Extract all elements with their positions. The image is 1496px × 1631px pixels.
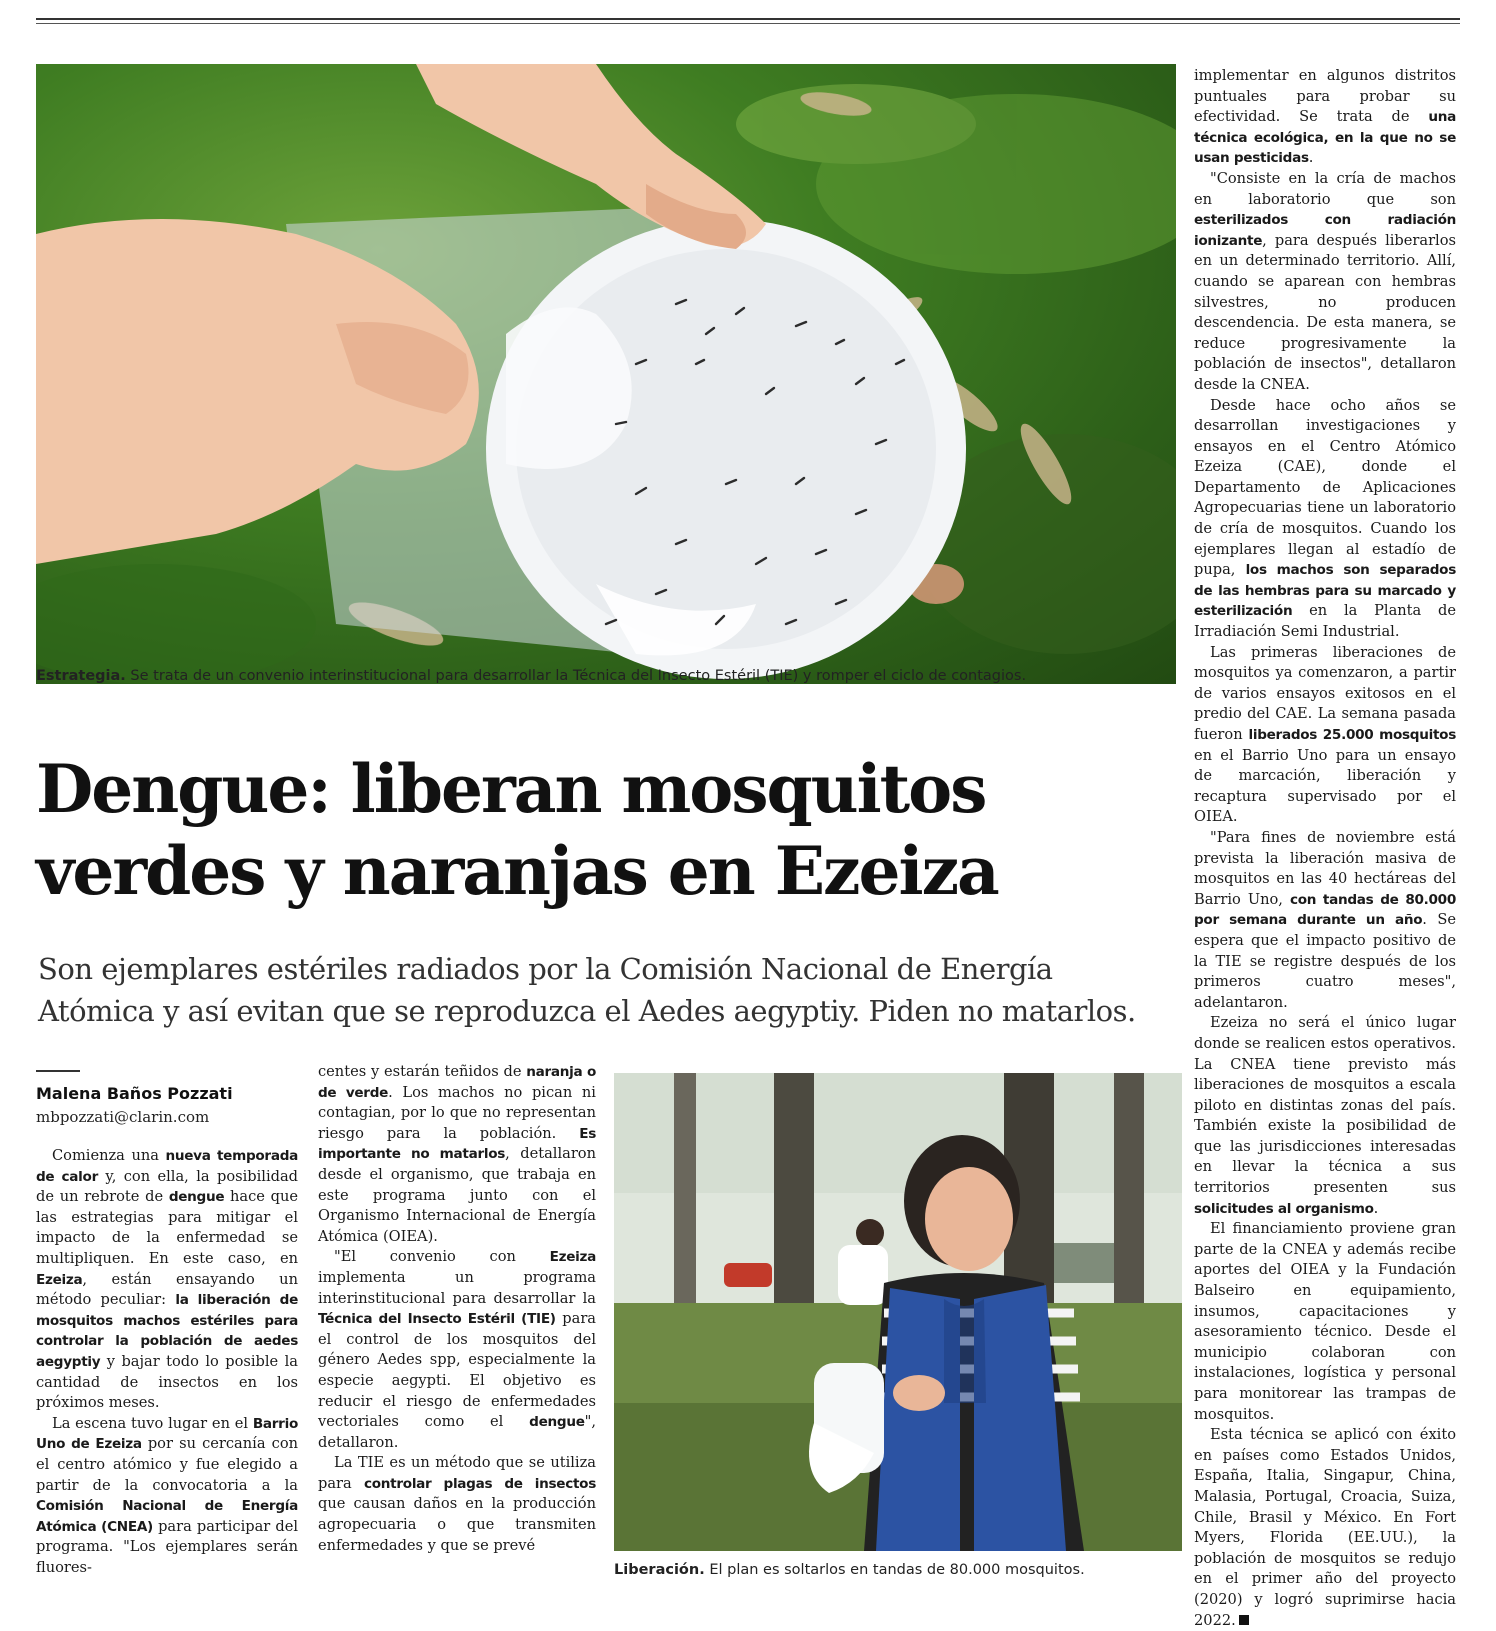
text-run: Las primeras liberaciones de mosquitos ya comenzaron, a partir de varios ensayos exitosos en el predio del CAE. La semana pasada fueron [1194, 643, 1456, 743]
paragraph [36, 1414, 298, 1579]
bold-text-run: naranja o de verde [318, 1064, 596, 1101]
main-photo [36, 64, 1176, 684]
second-photo-caption [614, 1562, 1085, 1578]
second-photo-caption-text: El plan es soltarlos en tandas de 80.000 mosquitos. [704, 1562, 1085, 1578]
text-run: hace que las estrategias para mitigar el impacto de la enfermedad se multipliquen. En este caso, en [36, 1188, 298, 1267]
text-run: , detallaron desde el organismo, que trabaja en este programa junto con el Organismo Internacional de Energía Atómica (OIEA). [318, 1145, 596, 1245]
paragraph [1194, 1013, 1456, 1219]
text-run: La escena tuvo lugar en el [52, 1414, 253, 1432]
paragraph [318, 1247, 596, 1453]
paragraph [36, 1146, 298, 1414]
subheadline-line-2: Atómica y así evitan que se reproduzca el Aedes aegyptiy. Piden no matarlos. [38, 994, 1136, 1028]
text-run: La TIE es un método que se utiliza para [318, 1454, 596, 1492]
text-run: . [1373, 1199, 1379, 1217]
text-run: que causan daños en la producción agropecuaria o que transmiten enfermedades y que se prevé [318, 1495, 596, 1554]
bold-text-run: los machos son separados de las hembras para su marcado y esterilización [1194, 562, 1457, 620]
bold-text-run: liberados 25.000 mosquitos [1248, 727, 1456, 743]
headline-line-1: Dengue: liberan mosquitos [36, 750, 986, 828]
text-run: "Para fines de noviembre está prevista la liberación masiva de mosquitos en las 40 hectáreas del Barrio Uno, [1194, 828, 1456, 908]
paragraph [1194, 66, 1456, 169]
headline-line-2: verdes y naranjas en Ezeiza [36, 832, 998, 910]
text-run: y, con ella, la posibilidad de un rebrote de [36, 1167, 298, 1206]
top-rule [36, 18, 1460, 20]
main-photo-caption-lead: Estrategia. [36, 668, 126, 684]
paragraph [1194, 396, 1456, 643]
paragraph [1194, 1219, 1456, 1425]
bold-text-run: Es importante no matarlos [318, 1125, 596, 1163]
text-run: . Los machos no pican ni contagian, por lo que no representan riesgo para la población. [318, 1083, 596, 1142]
bold-text-run: dengue [168, 1189, 225, 1206]
body-column-3 [1194, 66, 1456, 1631]
text-run: Comienza una [52, 1147, 166, 1164]
main-photo-caption [36, 668, 1026, 684]
text-run: "El convenio con [334, 1248, 550, 1266]
bold-text-run: dengue [529, 1414, 585, 1431]
text-run: , para después liberarlos en un determinado territorio. Allí, cuando se aparean con hembras silvestres, no producen descendencia. De esta manera, se reduce progresivamente la población de insectos", detallaron desde la CNEA. [1194, 231, 1456, 393]
text-run: para participar del programa. "Los ejemplares serán fluores- [36, 1517, 299, 1576]
bold-text-run: controlar plagas de insectos [364, 1475, 597, 1492]
paragraph [318, 1453, 596, 1556]
subheadline [38, 948, 1178, 1032]
paragraph [1194, 828, 1456, 1013]
mosquito-container-illustration [36, 64, 1176, 684]
end-of-article-mark [1239, 1615, 1249, 1625]
author-email[interactable]: mbpozzati@clarin.com [36, 1108, 210, 1126]
bold-text-run: Ezeiza [36, 1271, 83, 1288]
text-run: Desde hace ocho años se desarrollan investigaciones y ensayos en el Centro Atómico Ezeiza (CAE), donde el Departamento de Aplicaciones Agropecuarias tiene un laboratorio de cría de mosquitos. Cuando los ejemplares llegan al estadío de pupa, [1194, 396, 1456, 579]
text-run: centes y estarán teñidos de [318, 1063, 527, 1080]
text-run: implementa un programa interinstitucional para desarrollar la [318, 1268, 596, 1307]
text-run: , están ensayando un método peculiar: [36, 1270, 298, 1309]
text-run: "Consiste en la cría de machos en laboratorio que son [1194, 169, 1456, 208]
text-run: en la Planta de Irradiación Semi Industrial. [1194, 602, 1456, 641]
text-run: y bajar todo lo posible la cantidad de insectos en los próximos meses. [36, 1352, 298, 1412]
paragraph [318, 1062, 596, 1247]
text-run: El financiamiento proviene gran parte de la CNEA y además recibe aportes del OIEA y la Fundación Balseiro en equipamiento, insumos, capacitaciones y asesoramiento técnico. Desde el municipio colaboran con instalaciones, logística y personal para monitorear las trampas de mosquitos. [1194, 1220, 1456, 1423]
text-run: ", detallaron. [318, 1413, 596, 1451]
second-photo [614, 1073, 1182, 1551]
author-name: Malena Baños Pozzati [36, 1084, 233, 1103]
text-run: . Se espera que el impacto positivo de la TIE se registre después de los primeros cuatro meses", adelantaron. [1194, 911, 1456, 1011]
body-column-1 [36, 1146, 298, 1578]
text-run: en el Barrio Uno para un ensayo de marcación, liberación y recaptura supervisado por el OIEA. [1194, 746, 1456, 826]
bold-text-run: Barrio Uno de Ezeiza [36, 1415, 298, 1453]
paragraph [1194, 643, 1456, 828]
paragraph [1194, 169, 1456, 396]
bold-text-run: Ezeiza [549, 1249, 596, 1266]
top-rule-thin [36, 23, 1460, 24]
text-run: Ezeiza no será el único lugar donde se realicen estos operativos. La CNEA tiene previsto más liberaciones de mosquitos a escala piloto en distintas zonas del país. También existe la posibilidad de que las jurisdicciones interesadas en llevar la técnica a sus territorios presenten sus [1194, 1014, 1456, 1197]
text-run: Esta técnica se aplicó con éxito en países como Estados Unidos, España, Italia, Singapur, China, Malasia, Portugal, Croacia, Suiza, Chile, Brasil y México. En Fort Myers, Florida (EE.UU.), la población de mosquitos se redujo en el primer año del proyecto (2020) y logró suprimirse hacia 2022. [1194, 1426, 1456, 1629]
text-run: implementar en algunos distritos puntuales para probar su efectividad. Se trata de [1194, 67, 1456, 126]
text-run: . [1308, 149, 1314, 167]
text-run: para el control de los mosquitos del género Aedes spp, especialmente la especie aegypti. El objetivo es reducir el riesgo de enfermedades vectoriales como el [318, 1310, 596, 1431]
body-column-2 [318, 1062, 596, 1556]
paragraph [1194, 1425, 1456, 1631]
bold-text-run: nueva temporada de calor [36, 1148, 298, 1185]
bold-text-run: Técnica del Insecto Estéril (TIE) [318, 1311, 556, 1328]
main-photo-caption-text: Se trata de un convenio interinstitucional para desarrollar la Técnica del Insecto Estéril (TIE) y romper el ciclo de contagios. [125, 668, 1027, 684]
text-run: por su cercanía con el centro atómico y fue elegido a partir de la convocatoria a la [36, 1435, 299, 1494]
bold-text-run: la liberación de mosquitos machos estériles para controlar la población de aedes aegyptiy [36, 1292, 298, 1370]
bold-text-run: Comisión Nacional de Energía Atómica (CNEA) [36, 1498, 298, 1535]
woman-releasing-mosquitoes-illustration [614, 1073, 1182, 1551]
bold-text-run: con tandas de 80.000 por semana durante un año [1194, 891, 1457, 929]
author-rule [36, 1070, 80, 1072]
second-photo-caption-lead: Liberación. [614, 1562, 705, 1578]
bold-text-run: esterilizados con radiación ionizante [1194, 212, 1456, 249]
bold-text-run: una técnica ecológica, en la que no se usan pesticidas [1194, 109, 1456, 167]
bold-text-run: solicitudes al organismo [1194, 1200, 1374, 1217]
headline [36, 748, 1166, 912]
subheadline-line-1: Son ejemplares estériles radiados por la Comisión Nacional de Energía [38, 952, 1053, 986]
